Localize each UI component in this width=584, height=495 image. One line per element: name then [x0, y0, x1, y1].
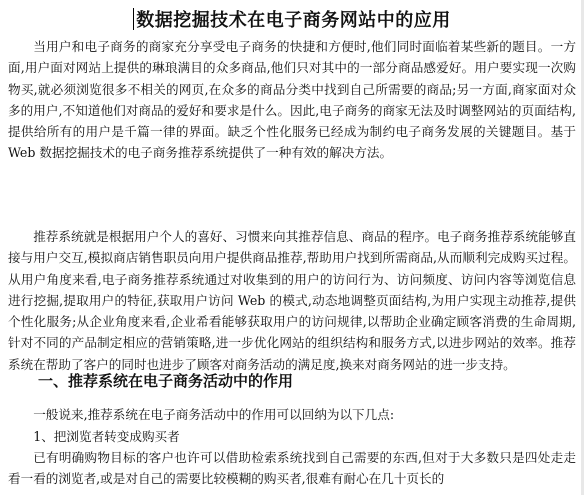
- paragraph-recommender-definition: 推荐系统就是根据用户个人的喜好、习惯来向其推荐信息、商品的程序。电子商务推荐系统能够直接与用户交互,模拟商店销售职员向用户提供商品推荐,帮助用户找到所需商品,从而顺利完成购买过程。从用户角度来看,电子商务推荐系统通过对收集到的用户的访问行为、访问频度、访问内容等浏览信息进行挖掘,提取用户的特征,获取用户访问 Web 的模式,动态地调整页面结构,为用户实现主动推荐,提供个性化服务;从企业角度来看,企业希看能够获取用户的访问规律,以帮助企业确定顾客消费的生命周期,针对不同的产品制定相应的营销策略,进一步优化网站的组织结构和服务方式,以进步网站的效率。推荐系统在帮助了客户的同时也进步了顾客对商务活动的满足度,换来对商务网站的进一步支持。: [8, 229, 576, 372]
- section-heading: 一、推荐系统在电子商务活动中的作用: [38, 372, 294, 390]
- list-item-1: 1、把浏览者转变成购买者: [33, 429, 180, 444]
- paragraph-intro: 当用户和电子商务的商家充分享受电子商务的快捷和方便时,他们同时面临着某些新的题目。一方面,用户面对网站上提供的琳琅满目的众多商品,他们只对其中的一部分商品感爱好。用户要实现一次购物买,就必须浏览很多不相关的网页,在众多的商品分类中找到自己所需要的商品;另一方面,商家面对众多的用户,不知道他们对商品的爱好和要求是什么。因此,电子商务的商家无法及时调整网站的页面结构,提供给所有的用户是千篇一律的界面。缺乏个性化服务已经成为制约电子商务发展的关键题目。基于 Web 数据挖掘技术的电子商务推荐系统提供了一种有效的解决方法。: [8, 39, 576, 161]
- text-cursor: [133, 8, 134, 30]
- paragraph-role-summary: 一般说来,推荐系统在电子商务活动中的作用可以回纳为以下几点:: [33, 407, 395, 422]
- document-title: 数据挖掘技术在电子商务网站中的应用: [136, 10, 451, 31]
- paragraph-buyers: 已有明确购物目标的客户也许可以借助检索系统找到自己需要的东西,但对于大多数只是四处走走看一看的浏览者,或是对自己的需要比较模糊的购买者,很难有耐心在几十页长的: [8, 450, 576, 487]
- title-line: [0, 6, 584, 32]
